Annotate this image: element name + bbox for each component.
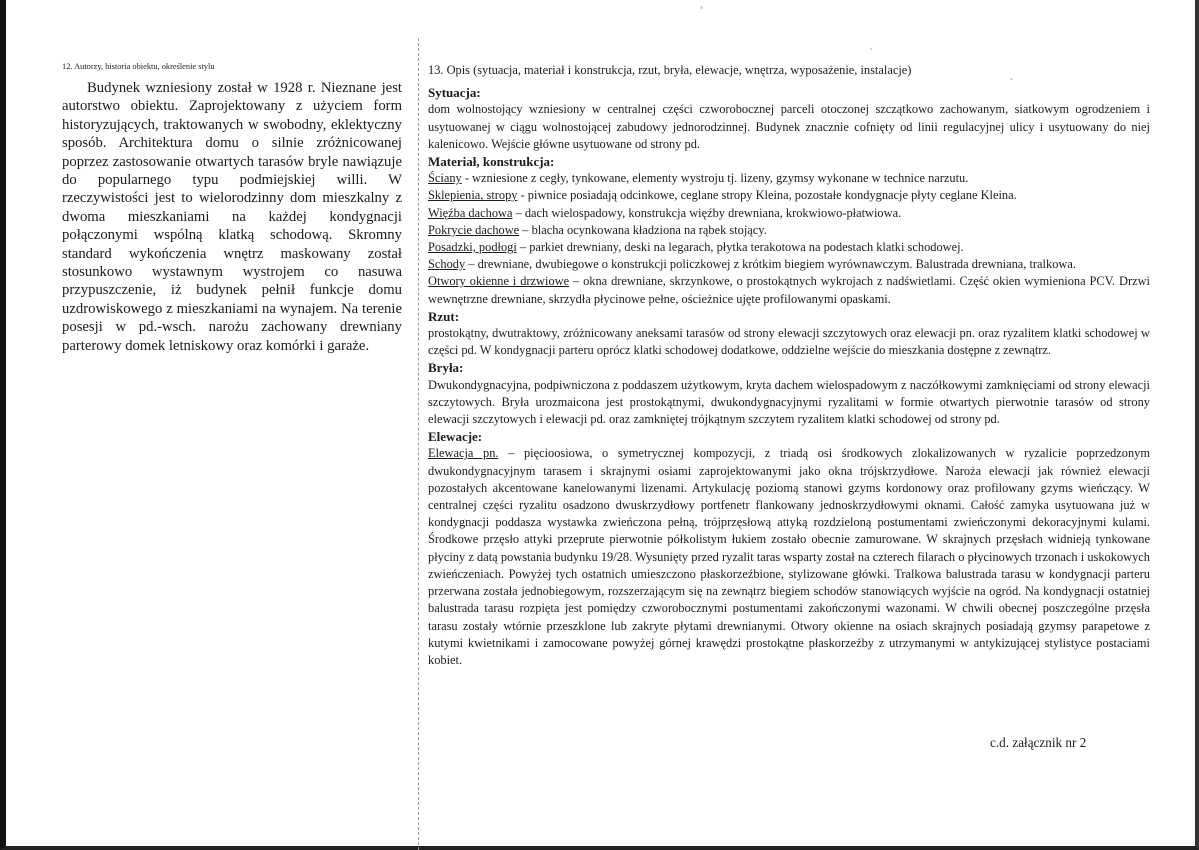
elevations-text bbox=[428, 445, 1150, 669]
scan-speck bbox=[870, 48, 872, 50]
plan-heading: Rzut: bbox=[428, 308, 460, 324]
situation-heading: Sytuacja: bbox=[428, 85, 481, 101]
right-column bbox=[428, 62, 1150, 669]
massing-heading: Bryła: bbox=[428, 360, 464, 376]
material-walls bbox=[428, 170, 1150, 187]
material-roofing bbox=[428, 222, 1150, 239]
material-ceilings-text: - piwnice posiadają odcinkowe, ceglane stropy Kleina, pozostałe kondygnacje płyty ceglane Kleina. bbox=[517, 188, 1017, 203]
material-openings bbox=[428, 273, 1150, 307]
section-12-header: 12. Autorzy, historia obiektu, określenie stylu bbox=[62, 62, 215, 71]
column-divider bbox=[418, 38, 420, 850]
material-openings-lead: Otwory okienne i drzwiowe bbox=[428, 274, 570, 289]
material-ceilings bbox=[428, 187, 1150, 204]
material-roofing-lead: Pokrycie dachowe bbox=[428, 222, 520, 237]
material-walls-text: - wzniesione z cegły, tynkowane, elementy wystroju tj. lizeny, gzymsy wykonane w technice narzutu. bbox=[461, 171, 969, 186]
material-floors-lead: Posadzki, podłogi bbox=[428, 240, 517, 255]
scan-speck bbox=[700, 6, 703, 9]
material-roof-truss-text: – dach wielospadowy, konstrukcja więźby drewniana, krokwiowo-płatwiowa. bbox=[512, 205, 902, 220]
massing-text: Dwukondygnacyjna, podpiwniczona z poddaszem użytkowym, kryta dachem wielospadowym z naczółkowymi zamknięciami od strony elewacji szczytowych. Bryła urozmaicona jest prostokątnymi, dwukondygnacyjnymi ryzalitami w formie otwartych pierwotnie tarasów od strony elewacji szczytowych i elewacji pd. oraz zamkniętej trójkątnym szczytem ryzalitem klatki schodowej od strony pd. bbox=[428, 377, 1150, 427]
material-openings-text: – okna drewniane, skrzynkowe, o prostokątnych wykrojach z nadświetlami. Część okien wymieniona PCV. Drzwi wewnętrzne drewniane, skrzydła płycinowe pełne, ościeżnice ujęte profilowanymi opaskami. bbox=[428, 274, 1150, 306]
material-stairs-text: – drewniane, dwubiegowe o konstrukcji policzkowej z krótkim biegiem wyrównawczym. Balustrada drewniana, tralkowa. bbox=[465, 257, 1076, 272]
elevations-lead: Elewacja pn. bbox=[428, 446, 499, 461]
elevations-heading: Elewacje: bbox=[428, 429, 483, 445]
material-walls-lead: Ściany bbox=[428, 171, 462, 186]
material-roof-truss-lead: Więźba dachowa bbox=[428, 205, 513, 220]
material-floors-text: – parkiet drewniany, deski na legarach, płytka terakotowa na podestach klatki schodowej. bbox=[516, 240, 964, 255]
situation-text: dom wolnostojący wzniesiony w centralnej części czworobocznej parceli otoczonej szczątkowo zachowanym, siatkowym ogrodzeniem i usytuowanej w ciągu wolnostojącej zabudowy jednorodzinnej. Budynek znacznie cofnięty od linii regulacyjnej ulicy i usytuowany do niej kalenicowo. Wejście główne usytuowane od strony pd. bbox=[428, 102, 1150, 151]
material-stairs bbox=[428, 256, 1150, 273]
left-column bbox=[62, 62, 402, 355]
material-ceilings-lead: Sklepienia, stropy bbox=[428, 188, 518, 203]
material-heading: Materiał, konstrukcja: bbox=[428, 154, 555, 170]
material-floors bbox=[428, 239, 1150, 256]
section-12-text: Budynek wzniesiony został w 1928 r. Nieznane jest autorstwo obiektu. Zaprojektowany z użyciem form historyzujących, traktowanych w swobodny, eklektyczny sposób. Architektura domu o silnie zróżnicowanej poprzez zastosowanie otwartych tarasów bryle nawiązuje do popularnego typu podmiejskiej willi. W rzeczywistości jest to wielorodzinny dom mieszkalny z dwoma mieszkaniami na każdej kondygnacji połączonymi wspólną klatką schodową. Skromny standard wykończenia wnętrz maskowany został stosunkowo wystawnym wystrojem co nasuwa przypuszczenie, iż budynek pełnił funkcje domu uzdrowiskowego z mieszkaniami na wynajem. Na terenie posesji w pd.-wsch. narożu zachowany drewniany parterowy domek letniskowy oraz komórki i garaże. bbox=[62, 80, 402, 354]
material-roofing-text: – blacha ocynkowana kładziona na rąbek stojący. bbox=[519, 222, 767, 237]
plan-text: prostokątny, dwutraktowy, zróżnicowany aneksami tarasów od strony elewacji szczytowych oraz elewacji pn. oraz ryzalitem klatki schodowej w części pd. W kondygnacji parteru oprócz klatki schodowej dodatkowe, oddzielne wejście do mieszkania dostępne z zewnątrz. bbox=[428, 326, 1150, 358]
continuation-note: c.d. załącznik nr 2 bbox=[990, 735, 1087, 750]
material-stairs-lead: Schody bbox=[428, 257, 466, 272]
section-13-header: 13. Opis (sytuacja, materiał i konstrukcja, rzut, bryła, elewacje, wnętrza, wyposażenie, instalacje) bbox=[428, 63, 912, 77]
material-roof-truss bbox=[428, 205, 1150, 222]
elevations-body: – pięcioosiowa, o symetrycznej kompozycji, z triadą osi środkowych zlokalizowanych w ryzalicie poprzedzonym dwukondygnacyjnym tarasem i skrajnymi osiami zaprojektowanymi jako okna trójskrzydłowe. Naroża elewacji jak również elewacji pozostałych akcentowane kanelowanymi lizenami. Artykulację poziomą stanowi gzyms kordonowy oraz profilowany gzyms wieńczący. W centralnej części ryzalitu osadzono dwuskrzydłowy portfenetr flankowany jednoskrzydłowymi oknami. Całość zamyka usytuowana już w kondygnacji poddasza wystawka zwieńczona pełną, trójprzęsłową attyką rozdzieloną postumentami zwieńczonymi dekoracyjnymi kulami. Środkowe przęsło attyki przeprute pierwotnie półkolistym łukiem zostało obecnie zamurowane. W skrajnych przęsłach widnieją tynkowane płyciny z datą powstania budynku 19/28. Wysunięty przed ryzalit taras wsparty został na czterech filarach o płycinowych trzonach i uskokowych zwieńczeniach. Powyżej tych ostatnich umieszczono płaskorzeźbione, stylizowane główki. Tralkowa balustrada tarasu w kondygnacji parteru przerwana została jednobiegowym, rozszerzającym się na zewnątrz biegiem schodów stanowiących wyjście na ogród. Na kondygnacji ostatniej balustrada tarasu rozpięta jest pomiędzy czworobocznymi postumentami zakończonymi wazonami. W chwili obecnej poszczególne przęsła tarasu zostały wtórnie przeszklone lub zakryte płytami drewnianymi. Otwory okienne na osiach skrajnych posiadają gzymsy parapetowe z kutymi kwietnikami i zamocowane powyżej górnej krawędzi prostokątne płaskorzeźby z utrzymanymi w antykizującej stylistyce postaciami kobiet. bbox=[428, 446, 1150, 667]
